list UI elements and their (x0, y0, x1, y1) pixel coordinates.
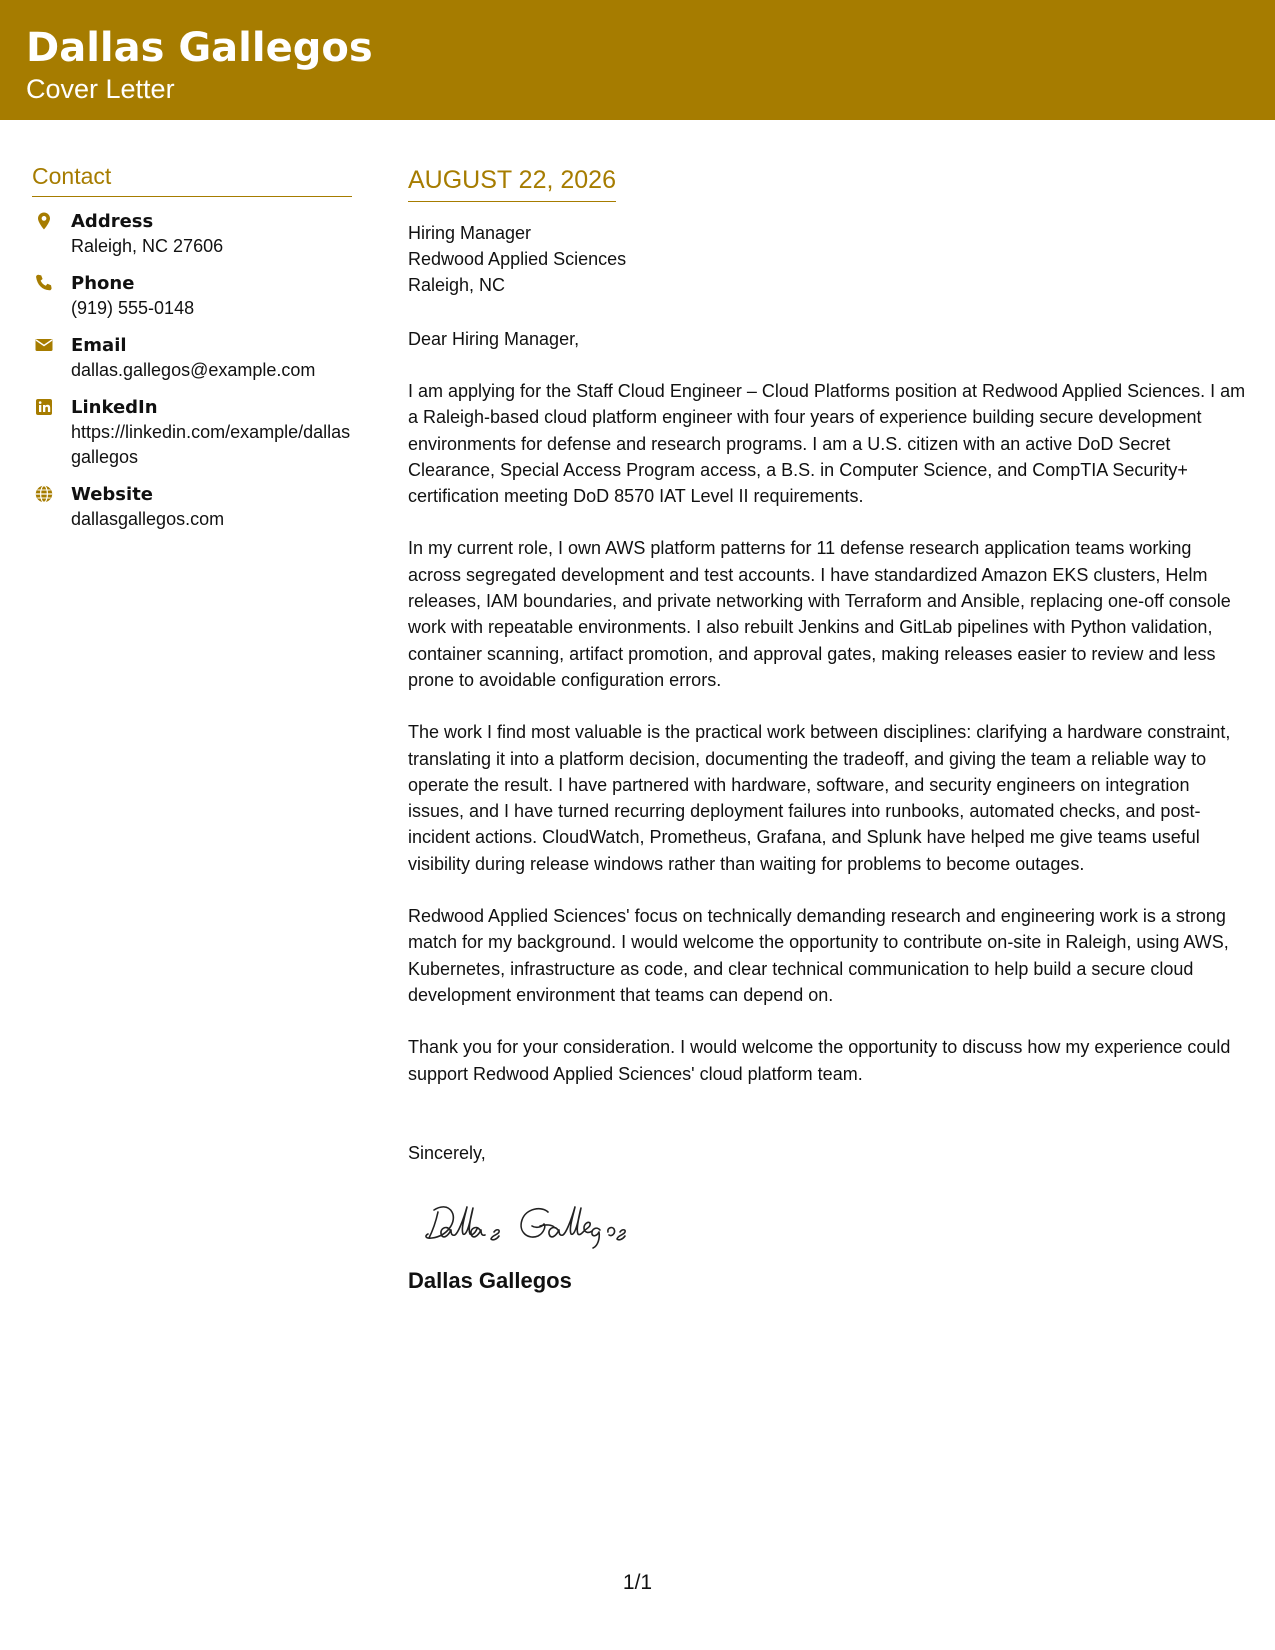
applicant-name: Dallas Gallegos (26, 25, 373, 71)
header-banner (0, 0, 1275, 120)
contact-item-phone (32, 271, 352, 321)
contact-label: LinkedIn (71, 397, 158, 418)
contact-item-linkedin (32, 395, 352, 470)
recipient-line: Redwood Applied Sciences (408, 249, 627, 269)
body-paragraph: Redwood Applied Sciences' focus on technically demanding research and engineering work is a strong match for my background. I would welcome the opportunity to contribute on-site in Raleigh, using AWS, Kubernetes, infrastructure as code, and clear technical communication to help build a secure cloud development environment that teams can depend on. (408, 906, 1229, 1005)
contact-label: Website (71, 484, 154, 505)
map-pin-icon (34, 211, 54, 231)
contact-value: (919) 555-0148 (71, 298, 195, 318)
phone-icon (34, 273, 54, 293)
salutation: Dear Hiring Manager, (408, 329, 580, 349)
contact-heading: Contact (32, 160, 352, 197)
letter-body (408, 163, 1248, 1296)
body-paragraph: Thank you for your consideration. I would welcome the opportunity to discuss how my experience could support Redwood Applied Sciences' cloud platform team. (408, 1037, 1231, 1084)
envelope-icon (34, 335, 54, 355)
document-subtitle: Cover Letter (26, 74, 175, 104)
contact-sidebar (32, 160, 352, 544)
contact-item-website (32, 482, 352, 532)
recipient-block (408, 220, 1248, 298)
contact-label: Phone (71, 273, 135, 294)
page-number: 1/1 (622, 1571, 653, 1594)
contact-item-email (32, 333, 352, 383)
linkedin-icon (34, 397, 54, 417)
body-paragraph: In my current role, I own AWS platform patterns for 11 defense research application teams working across segregated development and test accounts. I have standardized Amazon EKS clusters, Helm releases, IAM boundaries, and private networking with Terraform and Ansible, replacing one-off console work with repeatable environments. I also rebuilt Jenkins and GitLab pipelines with Python validation, container scanning, artifact promotion, and approval gates, making releases easier to review and less prone to avoidable configuration errors. (408, 538, 1231, 690)
recipient-line: Hiring Manager (408, 223, 532, 243)
contact-label: Address (71, 211, 154, 232)
body-paragraph: The work I find most valuable is the practical work between disciplines: clarifying a hardware constraint, translating it into a platform decision, documenting the tradeoff, and giving the team a reliable way to operate the result. I have partnered with hardware, software, and security engineers on integration issues, and I have turned recurring deployment failures into runbooks, automated checks, and post-incident actions. CloudWatch, Prometheus, Grafana, and Splunk have helped me give teams useful visibility during release windows rather than waiting for problems to become outages. (408, 722, 1231, 874)
recipient-line: Raleigh, NC (408, 275, 506, 295)
handwritten-signature (416, 1192, 1248, 1252)
contact-item-address (32, 209, 352, 259)
linkedin-link[interactable]: https://linkedin.com/example/dallasgallegos (71, 422, 351, 467)
email-link[interactable]: dallas.gallegos@example.com (71, 360, 316, 380)
closing: Sincerely, (408, 1142, 486, 1163)
body-paragraph: I am applying for the Staff Cloud Engineer – Cloud Platforms position at Redwood Applied Sciences. I am a Raleigh-based cloud platform engineer with four years of experience building secure development environments for defense and research programs. I am a U.S. citizen with an active DoD Secret Clearance, Special Access Program access, a B.S. in Computer Science, and CompTIA Security+ certification meeting DoD 8570 IAT Level II requirements. (408, 381, 1246, 507)
contact-label: Email (71, 335, 127, 356)
website-link[interactable]: dallasgallegos.com (71, 509, 225, 529)
letter-date: AUGUST 22, 2026 (408, 163, 616, 202)
globe-icon (34, 484, 54, 504)
contact-value: Raleigh, NC 27606 (71, 236, 224, 256)
signer-name: Dallas Gallegos (408, 1267, 572, 1293)
